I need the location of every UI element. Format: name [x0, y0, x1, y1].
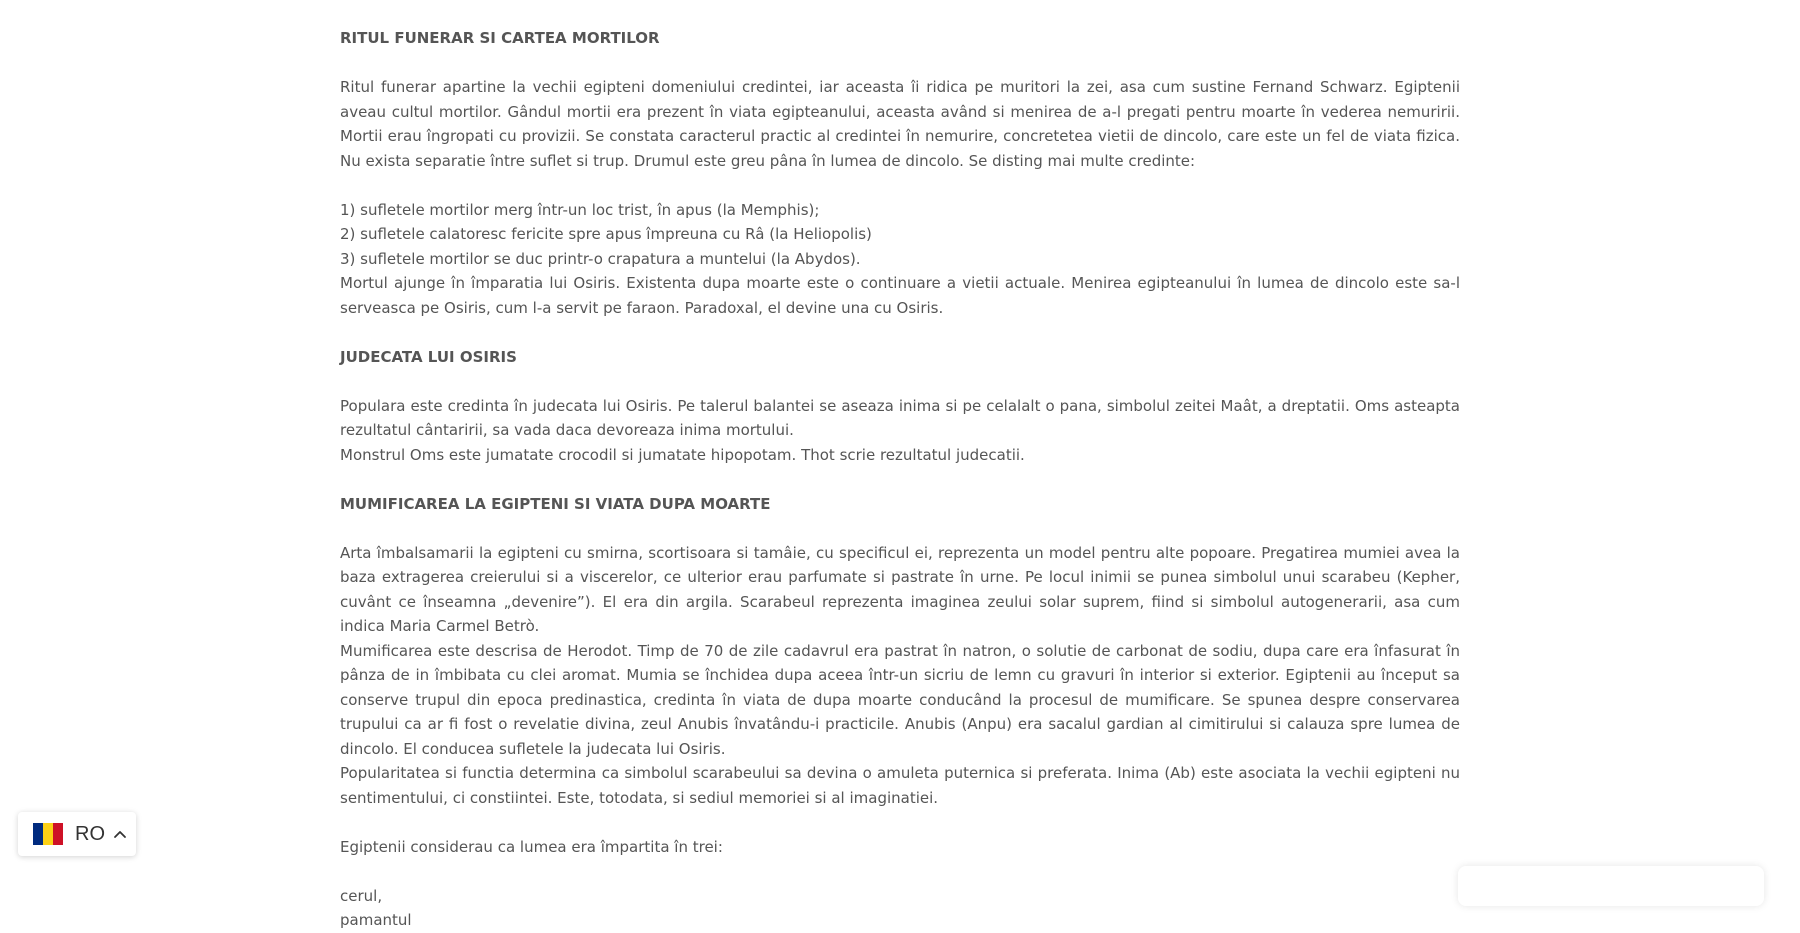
belief-item: 2) sufletele calatoresc fericite spre apus împreuna cu Râ (la Heliopolis) [340, 225, 872, 243]
article-content [340, 26, 1460, 933]
paragraph-osiris-kingdom: Mortul ajunge în împaratia lui Osiris. Existenta dupa moarte este o continuare a vietii actuale. Menirea egipteanului în lumea de dincolo este sa-l serveasca pe Osiris, cum l-a servit pe faraon. Paradoxal, el devine una cu Osiris. [340, 274, 1460, 317]
flag-stripe-blue [33, 823, 43, 845]
paragraph-embalming: Arta îmbalsamarii la egipteni cu smirna, scortisoara si tamâie, cu specificul ei, reprezenta un model pentru alte popoare. Pregatirea mumiei avea la baza extragerea creierului si a viscerelor, ce ulterior erau parfumate si pastrate în urne. Pe locul inimii se punea simbolul unui scarabeu (Kepher, cuvânt ce înseamna „devenire”). El era din argila. Scarabeul reprezenta imaginea zeului solar suprem, fiind si simbolul autogenerarii, asa cum indica Maria Carmel Betrò. [340, 543, 1460, 635]
language-code: RO [75, 822, 105, 845]
language-switcher[interactable] [18, 812, 136, 856]
belief-item: 1) sufletele mortilor merg într-un loc trist, în apus (la Memphis); [340, 200, 820, 219]
section-heading-mummification: MUMIFICAREA LA EGIPTENI SI VIATA DUPA MOARTE [340, 494, 771, 513]
list-item: cerul, [340, 886, 383, 905]
paragraph-scarab-amulet: Popularitatea si functia determina ca simbolul scarabeului sa devina o amuleta puternica si preferata. Inima (Ab) este asociata la vechii egipteni nu sentimentului, ci constiintei. Este, totodata, si sediul memoriei si al imaginatiei. [340, 764, 1460, 807]
romania-flag-icon [33, 823, 63, 845]
chat-widget-panel[interactable] [1458, 866, 1764, 906]
list-item: pamantul [340, 911, 412, 929]
paragraph-funeral-intro: Ritul funerar apartine la vechii egipteni domeniului credintei, iar aceasta îi ridica pe muritori la zei, asa cum sustine Fernand Schwarz. Egiptenii aveau cultul mortilor. Gândul mortii era prezent în viata egipteanului, aceasta având si menirea de a-l pregati pentru moarte în vederea nemuririi. Mortii erau îngropati cu provizii. Se constata caracterul practic al credintei în nemurire, concretetea vietii de dincolo, care este un fel de viata fizica. Nu exista separatie între suflet si trup. Drumul este greu pâna în lumea de dincolo. Se disting mai multe credinte: [340, 78, 1460, 170]
beliefs-list [340, 198, 1460, 272]
flag-stripe-yellow [43, 823, 53, 845]
chevron-up-icon [113, 827, 127, 841]
paragraph-world-division: Egiptenii considerau ca lumea era împartita în trei: [340, 837, 723, 856]
paragraph-judgment: Populara este credinta în judecata lui Osiris. Pe talerul balantei se aseaza inima si pe celalalt o pana, simbolul zeitei Maât, a dreptatii. Oms asteapta rezultatul cântaririi, sa vada daca devoreaza inima mortului. [340, 396, 1460, 439]
section-heading-osiris-judgment: JUDECATA LUI OSIRIS [340, 347, 517, 366]
paragraph-herodotus: Mumificarea este descrisa de Herodot. Timp de 70 de zile cadavrul era pastrat în natron, o solutie de carbonat de sodiu, dupa care era înfasurat în pânza de in îmbibata cu clei aromat. Mumia se închidea dupa aceea într-un sicriu de lemn cu gravuri în interior si exterior. Egiptenii au început sa conserve trupul din epoca predinastica, credinta în viata de dupa moarte conducând la procesul de mumificare. Se spunea despre conservarea trupului ca ar fi fost o revelatie divina, zeul Anubis învatându-i practicile. Anubis (Anpu) era sacalul gardian al cimitirului si calauza spre lumea de dincolo. El conducea sufletele la judecata lui Osiris. [340, 641, 1460, 758]
belief-item: 3) sufletele mortilor se duc printr-o crapatura a muntelui (la Abydos). [340, 249, 861, 268]
paragraph-oms-monster: Monstrul Oms este jumatate crocodil si jumatate hipopotam. Thot scrie rezultatul judecatii. [340, 445, 1025, 464]
section-heading-funeral-rite: RITUL FUNERAR SI CARTEA MORTILOR [340, 29, 660, 47]
flag-stripe-red [53, 823, 63, 845]
world-parts-list [340, 884, 1460, 933]
